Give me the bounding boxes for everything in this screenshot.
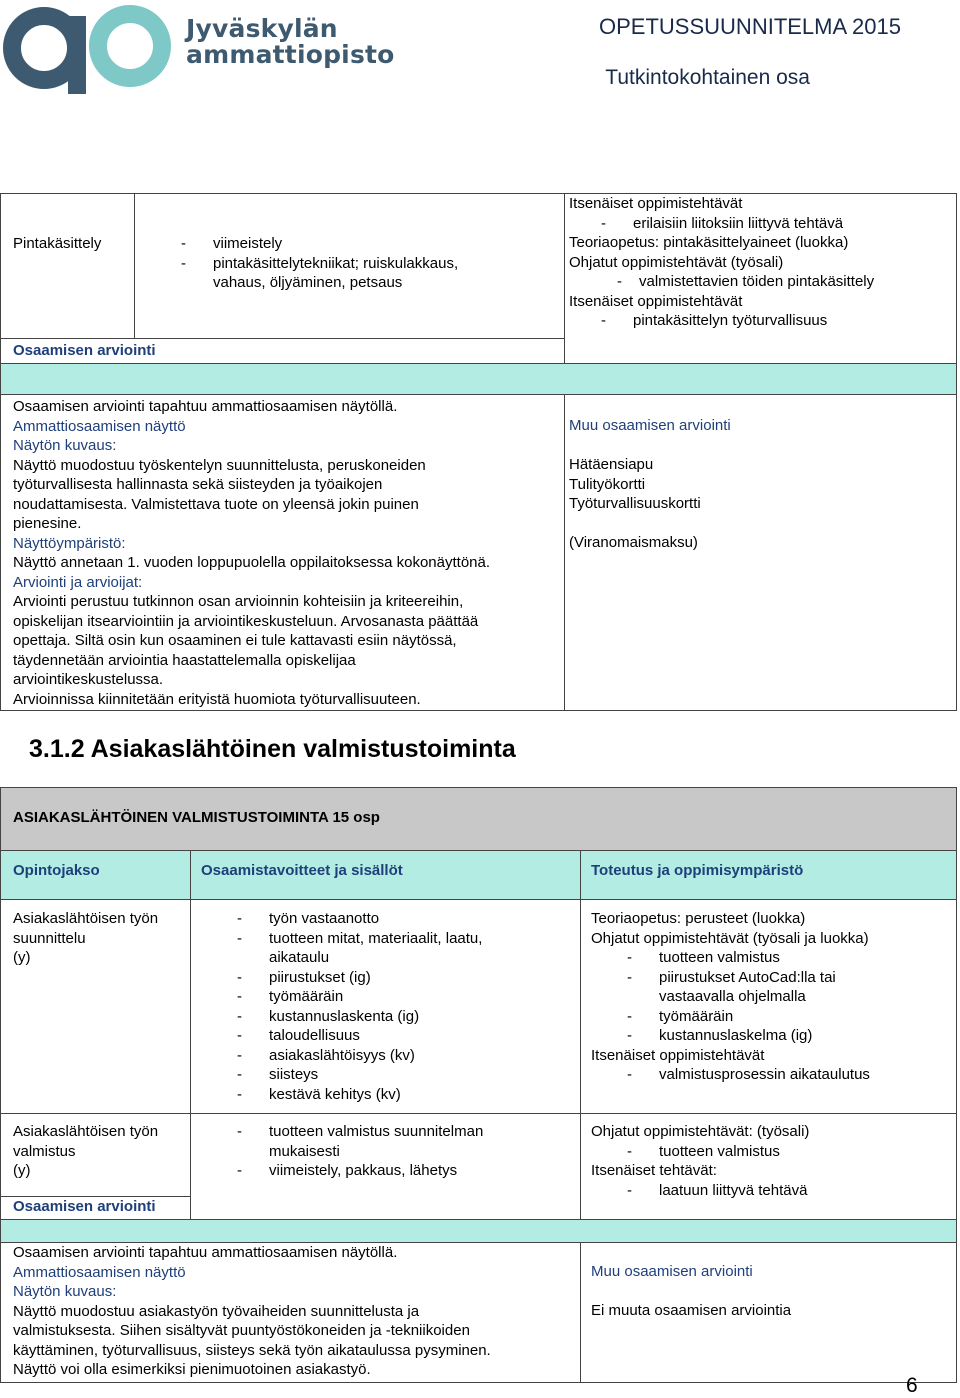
cell-objectives	[135, 194, 565, 339]
section-label: Muu osaamisen arviointi	[569, 417, 731, 434]
section-label: Näytön kuvaus:	[13, 437, 117, 454]
course-name: Asiakaslähtöisen työn	[13, 1123, 159, 1140]
table-header-row	[1, 851, 957, 900]
list-item: - työn vastaanotto	[237, 910, 380, 927]
impl-line: Ohjatut oppimistehtävät: (työsali)	[591, 1123, 810, 1140]
list-item: - työmääräin	[237, 988, 344, 1005]
impl-line: Ohjatut oppimistehtävät (työsali ja luokka)	[591, 929, 869, 947]
paragraph-line: noudattamisesta. Valmistettava tuote on yleensä jokin puinen	[13, 495, 419, 513]
impl-line: Teoriaopetus: perusteet (luokka)	[591, 910, 806, 927]
paragraph-line: opiskelijan itsearviointiin ja arviointikeskusteluun. Arvosanasta päättää	[13, 612, 479, 630]
assessment-left	[1, 395, 565, 711]
list-item: - valmistettavien töiden pintakäsittely	[617, 273, 875, 290]
cell-objectives	[191, 900, 581, 1114]
paragraph-line: Arvioinnissa kiinnitetään erityistä huomiota työturvallisuuteen.	[13, 690, 421, 708]
list-item-cont: vastaavalla ohjelmalla	[659, 988, 806, 1005]
list-item: - taloudellisuus	[237, 1027, 360, 1044]
list-item: Hätäensiapu	[569, 456, 654, 473]
logo-ao-glyphs	[12, 14, 162, 94]
table-title-row	[1, 788, 957, 851]
cell-implementation	[581, 1114, 957, 1220]
list-item: - laatuun liittyvä tehtävä	[627, 1181, 808, 1199]
table-row-assessment-bar	[1, 364, 957, 395]
cell-opintojakso	[1, 194, 135, 339]
logo-line-2: ammattiopisto	[186, 40, 395, 69]
list-item: - tuotteen valmistus suunnitelman	[237, 1123, 484, 1140]
table-row-assessment-bar	[1, 1220, 957, 1243]
paragraph-line: Arviointi perustuu tutkinnon osan arvioinnin kohteisiin ja kriteereihin,	[13, 593, 464, 610]
impl-line: Itsenäiset oppimistehtävät	[569, 292, 743, 310]
list-item: - siisteys	[237, 1066, 319, 1083]
cell-opintojakso	[1, 900, 191, 1114]
assessment-intro: Osaamisen arviointi tapahtuu ammattiosaamisen näytöllä.	[13, 398, 398, 415]
table-row-assessment-body	[1, 395, 957, 711]
list-item: - tuotteen valmistus	[627, 949, 780, 966]
course-name: valmistus	[13, 1142, 76, 1160]
assessment-right	[581, 1243, 957, 1383]
table-row-pintakasittely	[1, 194, 957, 339]
assessment-bar	[1, 1220, 957, 1243]
assessment-heading: Osaamisen arviointi	[1, 339, 565, 364]
list-item: Työturvallisuuskortti	[569, 495, 701, 512]
impl-line: Ohjatut oppimistehtävät (työsali)	[569, 253, 784, 271]
paragraph-line: arviointikeskustelussa.	[13, 671, 164, 688]
table-row	[1, 900, 957, 1114]
table-title: ASIAKASLÄHTÖINEN VALMISTUSTOIMINTA 15 osp	[1, 788, 957, 851]
section-label: Muu osaamisen arviointi	[591, 1263, 753, 1280]
document-subtitle: Tutkintokohtainen osa	[605, 66, 810, 89]
fee-note: (Viranomaismaksu)	[569, 534, 698, 551]
paragraph-line: Näyttö voi olla esimerkiksi pienimuotoinen asiakastyö.	[13, 1361, 371, 1378]
table-row-assessment-body	[1, 1243, 957, 1383]
cell-objectives	[191, 1114, 581, 1220]
section-heading: 3.1.2 Asiakaslähtöinen valmistustoiminta	[29, 735, 516, 763]
paragraph-line: täydennetään arviointia haastattelemalla opiskelijaa	[13, 651, 356, 669]
module-table-2	[0, 787, 957, 1383]
cell-opintojakso	[1, 1114, 191, 1197]
course-tag: (y)	[13, 1162, 31, 1179]
paragraph-line: opettaja. Siltä osin kun osaaminen ei tule kattavasti esiin näytössä,	[13, 632, 457, 649]
paragraph-line: Näyttö muodostuu asiakastyön työvaiheiden suunnittelusta ja	[13, 1302, 420, 1320]
list-item-cont: aikataulu	[269, 949, 330, 966]
impl-line: Itsenäiset tehtävät:	[591, 1162, 717, 1179]
paragraph-line: Näyttö annetaan 1. vuoden loppupuolella oppilaitoksessa kokonäyttönä.	[13, 554, 491, 571]
list-item: - viimeistely, pakkaus, lähetys	[237, 1162, 458, 1179]
section-label: Arviointi ja arvioijat:	[13, 573, 143, 591]
list-item-cont: vahaus, öljyäminen, petsaus	[213, 274, 403, 291]
list-item: Tulityökortti	[569, 475, 646, 493]
logo-line-1: Jyväskylän	[186, 14, 338, 43]
impl-line: Itsenäiset oppimistehtävät	[569, 195, 743, 212]
course-tag: (y)	[13, 949, 31, 966]
paragraph-line: työturvallisesta hallinnasta sekä siisteyden ja työaikojen	[13, 476, 383, 493]
section-label: Ammattiosaamisen näyttö	[13, 1263, 186, 1281]
assessment-intro: Osaamisen arviointi tapahtuu ammattiosaamisen näytöllä.	[13, 1244, 398, 1261]
list-item: - valmistusprosessin aikataulutus	[627, 1066, 870, 1083]
document-title: OPETUSSUUNNITELMA 2015	[599, 14, 901, 39]
section-label: Näyttöympäristö:	[13, 534, 126, 552]
list-item: - tuotteen mitat, materiaalit, laatu,	[237, 929, 483, 947]
impl-line: Teoriaopetus: pintakäsittelyaineet (luokka)	[569, 234, 849, 251]
list-item: - kustannuslaskenta (ig)	[237, 1007, 420, 1025]
page-number: 6	[906, 1374, 918, 1397]
list-item: - erilaisiin liitoksiin liittyvä tehtävä	[601, 214, 844, 232]
logo-ao-mark	[2, 0, 172, 98]
paragraph-line: Näyttö muodostuu työskentelyn suunnittelusta, peruskoneiden	[13, 456, 426, 474]
list-item: - viimeistely	[181, 235, 283, 252]
assessment-heading: Osaamisen arviointi	[1, 1197, 191, 1220]
course-name: Asiakaslähtöisen työn	[13, 910, 159, 927]
course-name: Pintakäsittely	[13, 235, 102, 252]
logo-wordmark	[186, 16, 395, 68]
assessment-left	[1, 1243, 581, 1383]
table-row	[1, 1114, 957, 1197]
module-table-1	[0, 193, 957, 711]
paragraph-line: käyttäminen, työturvallisuus, siisteys sekä työn aikataulussa pysyminen.	[13, 1341, 491, 1359]
assessment-note: Ei muuta osaamisen arviointia	[591, 1302, 792, 1319]
section-label: Näytön kuvaus:	[13, 1283, 117, 1300]
list-item: - piirustukset (ig)	[237, 968, 371, 986]
list-item-cont: mukaisesti	[269, 1142, 340, 1160]
course-name: suunnittelu	[13, 929, 86, 947]
assessment-right	[565, 395, 957, 711]
list-item: - kustannuslaskelma (ig)	[627, 1027, 813, 1044]
paragraph-line: valmistuksesta. Siihen sisältyvät puuntyöstökoneiden ja -tekniikoiden	[13, 1322, 470, 1339]
col-header-objectives: Osaamistavoitteet ja sisällöt	[191, 851, 581, 900]
list-item: - kestävä kehitys (kv)	[237, 1085, 401, 1103]
paragraph-line: pienesine.	[13, 515, 82, 532]
list-item: - työmääräin	[627, 1007, 734, 1025]
col-header-opintojakso: Opintojakso	[1, 851, 191, 900]
list-item: - asiakaslähtöisyys (kv)	[237, 1046, 415, 1064]
cell-implementation	[565, 194, 957, 364]
list-item: - tuotteen valmistus	[627, 1142, 780, 1160]
col-header-implementation: Toteutus ja oppimisympäristö	[581, 851, 957, 900]
impl-line: Itsenäiset oppimistehtävät	[591, 1046, 765, 1064]
list-item: - pintakäsittelyn työturvallisuus	[601, 312, 828, 329]
assessment-bar	[1, 364, 957, 395]
list-item: - piirustukset AutoCad:lla tai	[627, 968, 836, 986]
list-item: - pintakäsittelytekniikat; ruiskulakkaus,	[181, 254, 459, 272]
section-label: Ammattiosaamisen näyttö	[13, 417, 186, 435]
cell-implementation	[581, 900, 957, 1114]
